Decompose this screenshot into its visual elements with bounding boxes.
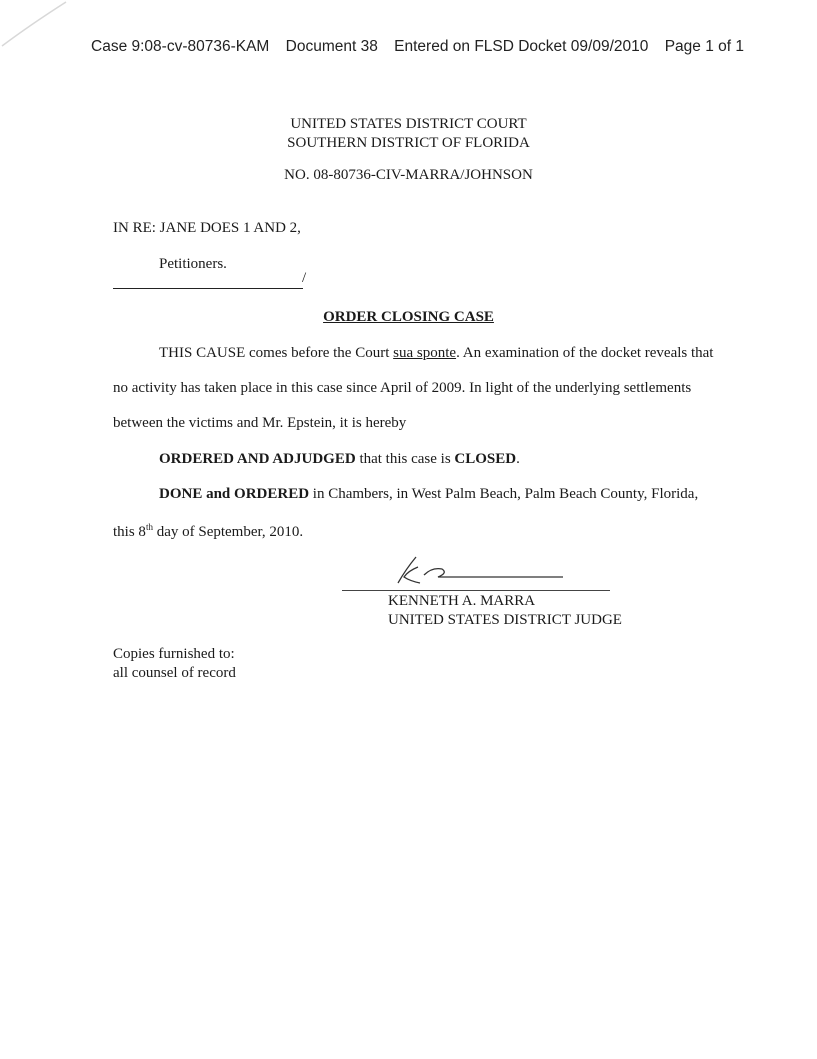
order-paragraph-3: between the victims and Mr. Epstein, it is hereby (113, 415, 407, 431)
header-case-number: Case 9:08-cv-80736-KAM (91, 38, 270, 55)
judge-block (388, 592, 622, 630)
order-paragraph-1 (159, 345, 713, 362)
copies-line-1: Copies furnished to: (113, 646, 235, 662)
header-document-number: Document 38 (285, 38, 378, 55)
judge-signature (388, 553, 568, 589)
copies-block (113, 645, 236, 683)
ordered-end: . (516, 451, 520, 467)
order-p1-text: THIS CAUSE comes before the Court (159, 345, 394, 361)
caption-petitioners: Petitioners. (159, 256, 227, 272)
date-start: this 8 (113, 524, 146, 540)
court-district: SOUTHERN DISTRICT OF FLORIDA (287, 135, 530, 151)
closed-word: CLOSED (454, 451, 517, 467)
order-paragraph-2: no activity has taken place in this case since April of 2009. In light of the underlying settlements (113, 380, 692, 396)
caption-rule (113, 288, 303, 289)
ordered-mid: that this case is (355, 451, 455, 467)
judge-name: KENNETH A. MARRA (388, 593, 536, 609)
header-page-count: Page 1 of 1 (664, 38, 744, 55)
date-suffix: th (145, 522, 153, 532)
signature-line (342, 590, 610, 591)
corner-scratch-mark (0, 0, 80, 50)
ecf-header (91, 38, 756, 56)
done-rest: in Chambers, in West Palm Beach, Palm Beach County, Florida, (309, 486, 699, 502)
sua-sponte: sua sponte (393, 345, 457, 361)
judge-title: UNITED STATES DISTRICT JUDGE (388, 612, 622, 628)
date-end: day of September, 2010. (152, 524, 304, 540)
case-number: NO. 08-80736-CIV-MARRA/JOHNSON (284, 167, 533, 183)
court-heading (0, 115, 817, 153)
date-line (113, 522, 303, 541)
copies-line-2: all counsel of record (113, 665, 236, 681)
caption-in-re: IN RE: JANE DOES 1 AND 2, (113, 220, 301, 236)
order-title: ORDER CLOSING CASE (323, 309, 494, 325)
header-entered-date: Entered on FLSD Docket 09/09/2010 (394, 38, 649, 55)
ordered-adjudged: ORDERED AND ADJUDGED (159, 451, 356, 467)
caption-slash: / (302, 270, 307, 286)
ordered-clause (159, 451, 520, 468)
order-p1-end: . An examination of the docket reveals that (456, 345, 714, 361)
done-clause (159, 486, 698, 503)
done-ordered: DONE and ORDERED (159, 486, 310, 502)
court-name: UNITED STATES DISTRICT COURT (290, 116, 527, 132)
